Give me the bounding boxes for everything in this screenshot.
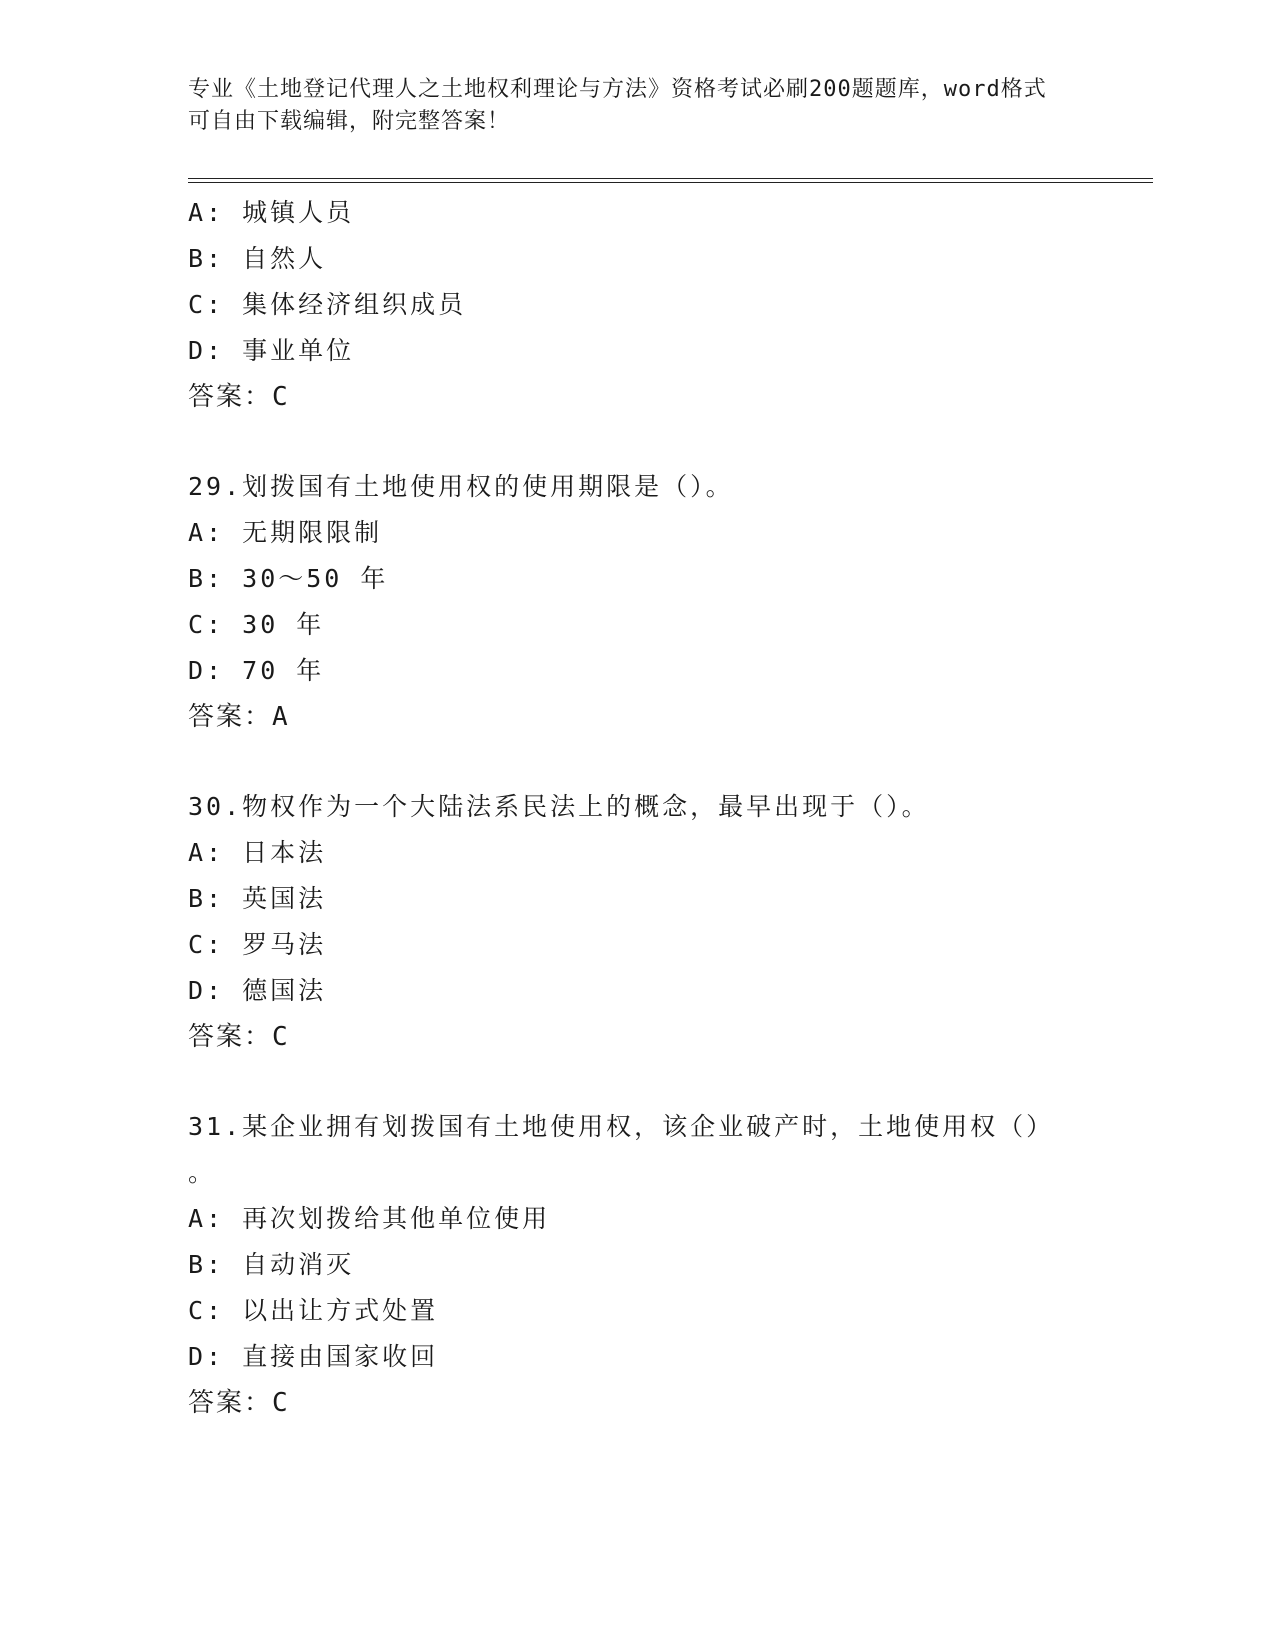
option-a: A: 无期限限制 [188,518,383,547]
question-29 [188,464,1153,740]
question-31 [188,1104,1153,1426]
option-b: B: 30～50 年 [188,564,389,593]
question-text-line1: 31.某企业拥有划拨国有土地使用权，该企业破产时，土地使用权（） [188,1112,1055,1141]
option-b: B: 自然人 [188,244,327,273]
answer: 答案：C [188,382,290,412]
question-text-line2: 。 [188,1158,217,1187]
question-28 [188,190,1153,420]
option-b: B: 英国法 [188,884,327,913]
option-d: D: 事业单位 [188,336,355,365]
question-text: 29.划拨国有土地使用权的使用期限是（）。 [188,472,734,501]
option-d: D: 直接由国家收回 [188,1342,439,1371]
option-c: C: 30 年 [188,610,325,639]
answer: 答案：C [188,1388,290,1418]
question-list [188,190,1153,1426]
option-d: D: 70 年 [188,656,325,685]
option-a: A: 城镇人员 [188,198,355,227]
option-a: A: 日本法 [188,838,327,867]
answer: 答案：A [188,702,290,732]
option-d: D: 德国法 [188,976,327,1005]
question-30 [188,784,1153,1060]
option-c: C: 罗马法 [188,930,327,959]
option-c: C: 以出让方式处置 [188,1296,439,1325]
header-divider [188,178,1153,183]
question-text: 30.物权作为一个大陆法系民法上的概念，最早出现于（）。 [188,792,930,821]
option-c: C: 集体经济组织成员 [188,290,467,319]
option-b: B: 自动消灭 [188,1250,355,1279]
answer: 答案：C [188,1022,290,1052]
document-header: 专业《土地登记代理人之土地权利理论与方法》资格考试必刷200题题库，word格式可自由下载编辑，附完整答案！ [188,77,1047,134]
option-a: A: 再次划拨给其他单位使用 [188,1204,551,1233]
